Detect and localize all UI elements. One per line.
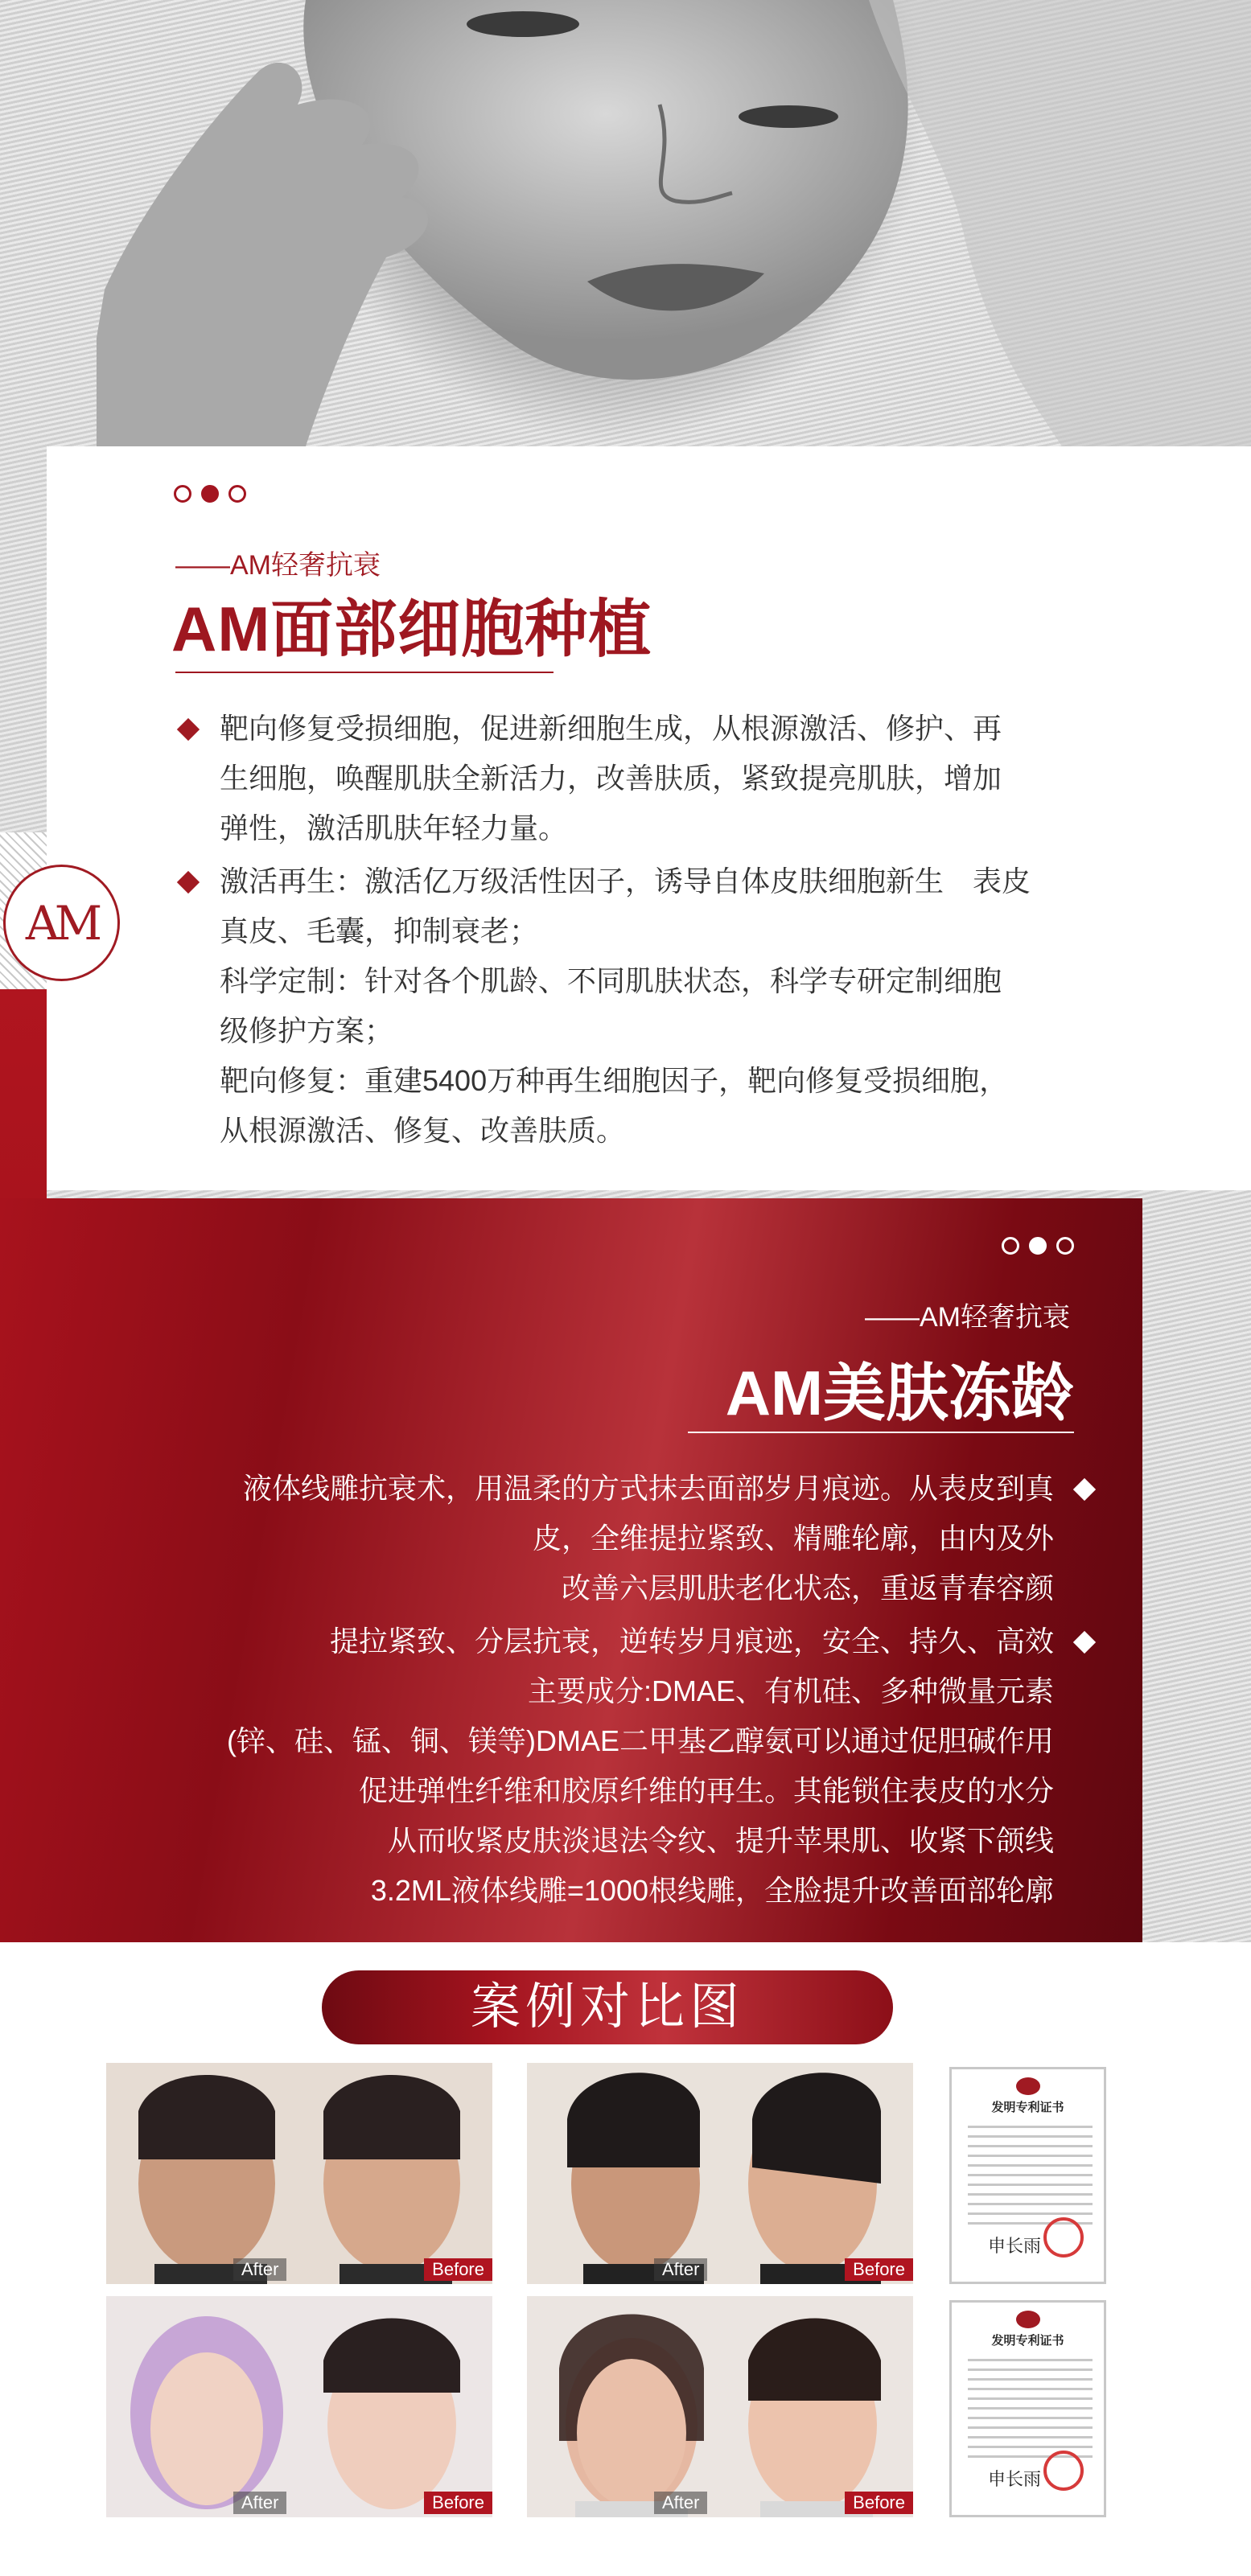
- dot-active: [1029, 1237, 1047, 1255]
- certificate-emblem-icon: [1016, 2077, 1040, 2095]
- section-subtitle: ——AM轻奢抗衰: [175, 550, 381, 581]
- pagination-dots: [174, 485, 246, 503]
- bullet-item: [175, 704, 1205, 853]
- certificate-signature: 申长雨: [988, 2469, 1042, 2489]
- dot-active: [201, 485, 219, 503]
- after-label: After: [233, 2492, 286, 2514]
- bullet-text: 提拉紧致、分层抗衰，逆转岁月痕迹，安全、持久、高效: [329, 1625, 1054, 1658]
- title-underline: [688, 1432, 1074, 1433]
- before-label: Before: [424, 2258, 492, 2281]
- red-seal-icon: [1043, 2217, 1084, 2258]
- diamond-bullet-icon: [177, 718, 200, 741]
- section-subtitle: ——AM轻奢抗衰: [865, 1302, 1070, 1333]
- hero-face-photo: [97, 0, 1251, 446]
- case-photo-3: [106, 2296, 492, 2517]
- bullet-text: 液体线雕抗衰术，用温柔的方式抹去面部岁月痕迹。从表皮到真: [242, 1472, 1054, 1505]
- certificate-text-lines: [968, 2359, 1093, 2465]
- bullet-line: [32, 1464, 1102, 1514]
- after-label: After: [654, 2258, 707, 2281]
- section-body: [32, 1464, 1102, 1916]
- case-heading-banner: 案例对比图: [322, 1970, 893, 2044]
- bullet-line: 皮，全维提拉紧致、精雕轮廓，由内及外: [532, 1522, 1054, 1555]
- case-photo-1: [106, 2063, 492, 2284]
- section-facial-cell-implant: [47, 446, 1251, 1190]
- case-photo-2: [527, 2063, 913, 2284]
- bullet-line: 从根源激活、修复、改善肤质。: [220, 1114, 626, 1147]
- am-logo: AM: [3, 865, 120, 981]
- patent-certificate-2: [949, 2300, 1106, 2517]
- section-skin-age-freeze: [0, 1198, 1142, 1942]
- bullet-line: [32, 1617, 1102, 1666]
- title-underline: [175, 672, 553, 673]
- bullet-line: 真皮、毛囊，抑制衰老；: [220, 914, 539, 947]
- bullet-line: (锌、硅、锰、铜、镁等)DMAE二甲基乙醇氨可以通过促胆碱作用: [227, 1724, 1054, 1757]
- certificate-emblem-icon: [1016, 2311, 1040, 2328]
- dot: [1002, 1237, 1019, 1255]
- pagination-dots: [1002, 1237, 1074, 1255]
- diamond-bullet-icon: [177, 871, 200, 894]
- certificate-title: 发明专利证书: [991, 2335, 1064, 2348]
- bullet-line: 促进弹性纤维和胶原纤维的再生。其能锁住表皮的水分: [358, 1774, 1054, 1807]
- bullet-line: 靶向修复：重建5400万种再生细胞因子，靶向修复受损细胞，: [220, 1064, 1009, 1097]
- before-label: Before: [424, 2492, 492, 2514]
- diamond-bullet-icon: [1073, 1631, 1096, 1654]
- dot: [1056, 1237, 1074, 1255]
- bullet-line: 弹性，激活肌肤年轻力量。: [220, 811, 568, 844]
- section-title: AM面部细胞种植: [171, 594, 652, 664]
- case-comparison-section: [0, 1942, 1251, 2576]
- dot: [228, 485, 246, 503]
- bullet-line: 从而收紧皮肤淡退法令纹、提升苹果肌、收紧下颌线: [387, 1824, 1054, 1857]
- section-body: [175, 704, 1205, 1156]
- bullet-line: 生细胞，唤醒肌肤全新活力，改善肤质，紧致提亮肌肤，增加: [220, 762, 1002, 795]
- certificate-title: 发明专利证书: [991, 2101, 1064, 2114]
- dot: [174, 485, 191, 503]
- certificate-signature: 申长雨: [988, 2236, 1042, 2256]
- bullet-line: 3.2ML液体线雕=1000根线雕，全脸提升改善面部轮廓: [370, 1874, 1054, 1907]
- bullet-line: 激活再生：激活亿万级活性因子，诱导自体皮肤细胞新生 表皮: [220, 865, 1031, 898]
- before-label: Before: [845, 2492, 913, 2514]
- bullet-line: 主要成分:DMAE、有机硅、多种微量元素: [527, 1674, 1054, 1707]
- case-photo-4: [527, 2296, 913, 2517]
- section-title: AM美肤冻龄: [725, 1358, 1074, 1428]
- after-label: After: [233, 2258, 286, 2281]
- bullet-line: 靶向修复受损细胞，促进新细胞生成，从根源激活、修护、再: [220, 712, 1002, 745]
- after-label: After: [654, 2492, 707, 2514]
- bullet-line: 改善六层肌肤老化状态，重返青春容颜: [561, 1571, 1054, 1604]
- bullet-line: 级修护方案；: [220, 1014, 394, 1047]
- before-label: Before: [845, 2258, 913, 2281]
- diamond-bullet-icon: [1073, 1478, 1096, 1501]
- red-seal-icon: [1043, 2451, 1084, 2491]
- certificate-text-lines: [968, 2126, 1093, 2232]
- bullet-item: [175, 857, 1205, 1156]
- bullet-line: 科学定制：针对各个肌龄、不同肌肤状态，科学专研定制细胞: [220, 964, 1002, 997]
- patent-certificate-1: [949, 2067, 1106, 2284]
